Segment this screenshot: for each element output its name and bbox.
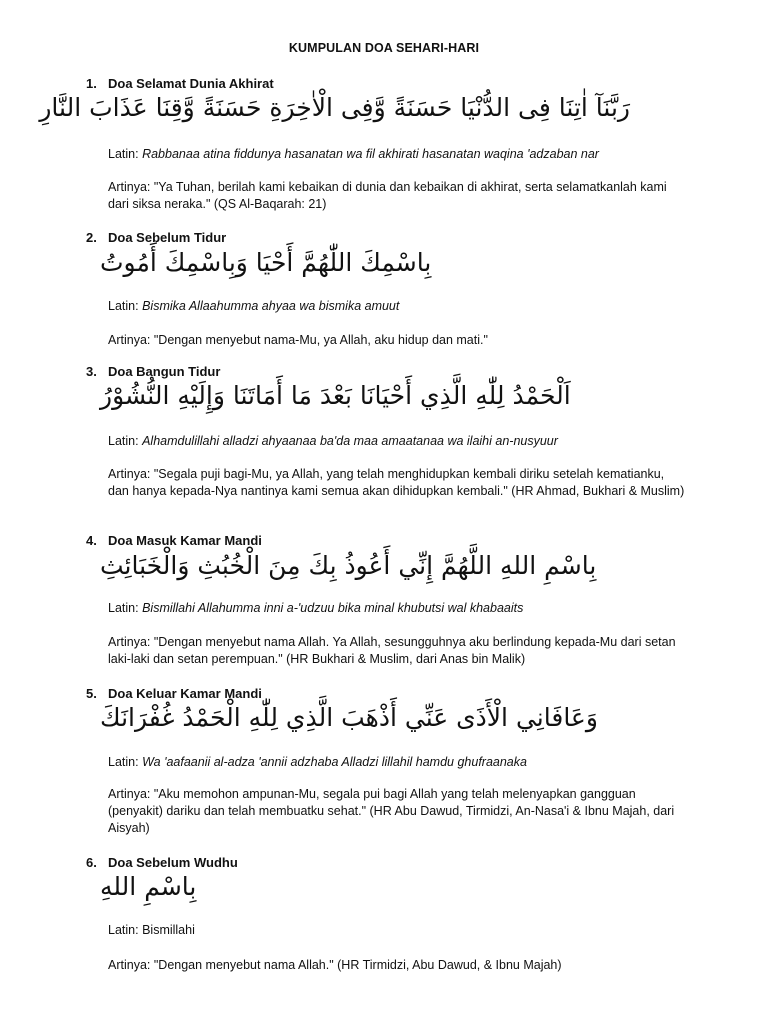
prayer-title: Doa Masuk Kamar Mandi — [108, 533, 262, 548]
arabic-text: بِاسْمِكَ اللّٰهُمَّ أَحْيَا وَبِاسْمِكَ أَمُوتُ — [100, 248, 432, 277]
latin-label: Latin: — [108, 923, 139, 937]
prayer-number: 4. — [86, 533, 97, 548]
latin-label: Latin: — [108, 147, 139, 161]
latin-text: Bismika Allaahumma ahyaa wa bismika amuut — [142, 299, 400, 313]
document-title: KUMPULAN DOA SEHARI-HARI — [288, 41, 480, 55]
latin-transliteration — [108, 601, 523, 615]
latin-transliteration — [108, 434, 558, 448]
prayer-header — [86, 855, 238, 870]
prayer-title: Doa Keluar Kamar Mandi — [108, 686, 262, 701]
latin-label: Latin: — [108, 755, 139, 769]
prayer-number: 5. — [86, 686, 97, 701]
latin-label: Latin: — [108, 434, 139, 448]
prayer-header — [86, 533, 262, 548]
prayer-meaning: Artinya: "Ya Tuhan, berilah kami kebaikan di dunia dan kebaikan di akhirat, serta selamatkanlah kami dari siksa neraka." (QS Al-Baqarah: 21) — [108, 180, 667, 211]
arabic-text: وَعَافَانِي الْأَذَى عَنِّي أَذْهَبَ الَّذِي لِلّٰهِ الْحَمْدُ غُفْرَانَكَ — [100, 703, 598, 732]
prayer-title: Doa Selamat Dunia Akhirat — [108, 76, 274, 91]
latin-text: Rabbanaa atina fiddunya hasanatan wa fil akhirati hasanatan waqina 'adzaban nar — [142, 147, 599, 161]
prayer-meaning: Artinya: "Dengan menyebut nama-Mu, ya Allah, aku hidup dan mati." — [108, 333, 488, 347]
prayer-number: 1. — [86, 76, 97, 91]
prayer-number: 6. — [86, 855, 97, 870]
prayer-number: 2. — [86, 230, 97, 245]
latin-label: Latin: — [108, 299, 139, 313]
prayer-header — [86, 686, 262, 701]
prayer-header — [86, 230, 226, 245]
latin-text: Bismillahi — [142, 923, 195, 937]
arabic-text: بِاسْمِ اللهِ — [100, 872, 197, 901]
prayer-meaning: Artinya: "Aku memohon ampunan-Mu, segala pui bagi Allah yang telah melenyapkan gangguan (penyakit) dariku dan telah membuatku sehat." (HR Abu Dawud, Tirmidzi, An-Nasa'i & Ibnu Majah, dari Aisyah) — [108, 787, 675, 835]
prayer-header — [86, 364, 220, 379]
latin-text: Bismillahi Allahumma inni a-'udzuu bika minal khubutsi wal khabaaits — [142, 601, 524, 615]
prayer-meaning: Artinya: "Segala puji bagi-Mu, ya Allah, yang telah menghidupkan kembali diriku setelah kematianku, dan hanya kepada-Nya nantinya kami semua akan dihidupkan kembali." (HR Ahmad, Bukhari & Muslim) — [108, 467, 685, 498]
prayer-number: 3. — [86, 364, 97, 379]
arabic-text: بِاسْمِ اللهِ اللَّهُمَّ إِنِّي أَعُوذُ بِكَ مِنَ الْخُبُثِ وَالْخَبَائِثِ — [100, 551, 597, 580]
latin-label: Latin: — [108, 601, 139, 615]
latin-text: Alhamdulillahi alladzi ahyaanaa ba'da maa amaatanaa wa ilaihi an-nusyuur — [142, 434, 558, 448]
prayer-title: Doa Bangun Tidur — [108, 364, 221, 379]
prayer-header — [86, 76, 274, 91]
latin-transliteration — [108, 755, 527, 769]
prayer-meaning: Artinya: "Dengan menyebut nama Allah. Ya Allah, sesungguhnya aku berlindung kepada-Mu dari setan laki-laki dan setan perempuan." (HR Bukhari & Muslim, dari Anas bin Malik) — [108, 635, 676, 666]
prayer-meaning: Artinya: "Dengan menyebut nama Allah." (HR Tirmidzi, Abu Dawud, & Ibnu Majah) — [108, 958, 562, 972]
prayer-title: Doa Sebelum Tidur — [108, 230, 227, 245]
arabic-text: رَبَّنَآ اٰتِنَا فِى الدُّنْيَا حَسَنَةً وَّفِى الْاٰخِرَةِ حَسَنَةً وَّقِنَا عَذَابَ النَّارِ — [39, 93, 630, 122]
latin-transliteration — [108, 299, 399, 313]
latin-text: Wa 'aafaanii al-adza 'annii adzhaba Alladzi lillahil hamdu ghufraanaka — [142, 755, 527, 769]
latin-transliteration — [108, 923, 195, 937]
arabic-text: اَلْحَمْدُ لِلّٰهِ الَّذِي أَحْيَانَا بَعْدَ مَا أَمَاتَنَا وَإِلَيْهِ النُّشُوْرُ — [100, 381, 571, 410]
prayer-title: Doa Sebelum Wudhu — [108, 855, 238, 870]
latin-transliteration — [108, 147, 599, 161]
